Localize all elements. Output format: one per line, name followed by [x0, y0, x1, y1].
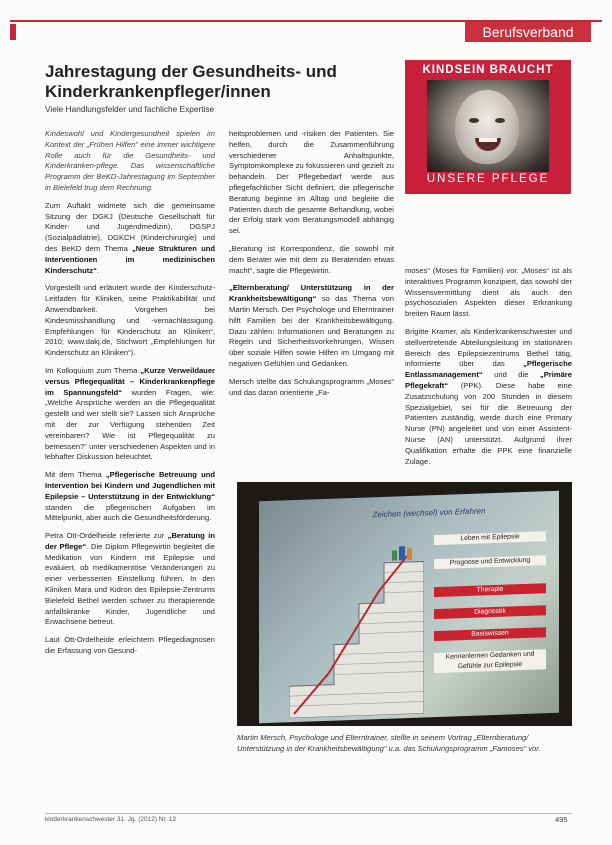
article-title: Jahrestagung der Gesundheits- und Kinderkrankenpfleger/innen: [45, 62, 337, 101]
child-face: [455, 90, 519, 164]
campaign-poster: [405, 60, 571, 194]
projected-slide: [259, 491, 559, 723]
paragraph: moses“ (Moses für Familien) vor. „Moses“ ist als interaktives Programm konzipiert, das sowohl der Wissensvermittlung dient als auch den psychosozialen Aspekten dieser Erkrankung breiten Raum lässt.: [405, 266, 572, 319]
paragraph: Mersch stellte das Schulungsprogramm „Moses“ und das daran orientierte „Fa-: [229, 376, 394, 397]
slide-box: Leben mit Epilepsie: [434, 531, 546, 545]
slide-title: Zeichen (wechsel) von Erfahren: [372, 506, 486, 520]
paragraph: Laut Ott-Ordelheide erleichtern Pflegediagnosen die Erfassung von Gesund-: [45, 635, 215, 656]
slide-box: Basiswissen: [434, 627, 546, 641]
staircase-illustration: [289, 541, 424, 718]
eye: [495, 118, 505, 123]
photo-caption: Martin Mersch, Psychologe und Elterntrainer, stellte in seinem Vortrag „Elternberatung/ Unterstützung in der Krankheitsbewältigung“ u.a. das Schulungsprogramm „Famoses“ vor.: [237, 733, 541, 753]
slide-box: Therapie: [434, 583, 546, 597]
header-marker: [10, 24, 16, 40]
journal-info: kinderkrankenschwester 31. Jg. (2012) Nr. 12: [45, 816, 177, 823]
section-label: Berufsverband: [465, 22, 591, 42]
presentation-photo: [237, 482, 572, 726]
text-column-2: [229, 129, 394, 398]
text-column-1: [45, 129, 215, 657]
footer-rule: [45, 813, 572, 814]
paragraph: „Beratung ist Korrespondenz, die sowohl mit dem Berater wie mit dem zu Beratenden etwas macht“, sagte die Pflegewirtin.: [229, 243, 394, 275]
paragraph: Mit dem Thema „Pflegerische Betreuung und Intervention bei Kindern und Jugendlichen mit Epilepsie – Unterstützung in der Entwicklung“ standen die pflegerischen Aufgaben im Mittelpunkt, aber auch die Gesundheitsförderung.: [45, 470, 215, 523]
page-number: 495: [555, 815, 568, 824]
text-column-3: [405, 266, 572, 467]
paragraph: heitsproblemen und -risiken der Patienten. Sie helfen, durch die Zusammenführung verschiedener Anhaltspunkte, Symptomkomplexe zu fokussieren und gezielt zu behandeln. Der Pflegebedarf werde aus pflegefachlicher Sicht definiert, die pflegerische Beratung beginne im Alltag und begleite die Patienten durch die gesamte Behandlung, wobei der Erfolg stark vom Beratungsmodell abhängig sei.: [229, 129, 394, 236]
article-subtitle: Viele Handlungsfelder und fachliche Expertise: [45, 104, 215, 114]
paragraph: Brigitte Kramer, als Kinderkrankenschwester und stellvertretende Abteilungsleitung im stationären Bereich des Epilepsiezentrums Bethel tätig, informierte über das „Pflegerische Entlassmanagement“ und die „Primäre Pflegekraft“ (PPK). Diese habe eine Zusatzschulung von 200 Stunden in diesem Spezialgebiet, sei für die Betreuung der Patienten zuständig, werde durch eine Primary Nurse (PN) angeleitet und von einer Assistent-Nurse (AN) unterstützt. Aufgrund ihrer Qualifikation erhalte die PPK eine finanzielle Zulage.: [405, 326, 572, 466]
paragraph: Zum Auftakt widmete sich die gemeinsame Sitzung der DGKJ (Deutsche Gesellschaft für Kinder- und Jugendmedizin), DGSPJ (Sozialpädiatrie), DGKCH (Kinderchirurgie) und des BeKD dem Thema „Neue Strukturen und Interventionen im medizinischen Kinderschutz“.: [45, 200, 215, 275]
poster-tagline: UNSERE PFLEGE: [426, 173, 550, 185]
mouth: [475, 138, 501, 151]
child-photo: [427, 80, 549, 172]
slide-box: Diagnostik: [434, 605, 546, 619]
paragraph: Petra Ott-Ordelheide referierte zur „Beratung in der Pflege“. Die Diplom Pflegewirtin begleitet die Medikation von Kindern mit Epilepsie und evaluiert, ob medikamentöse Veränderungen zu einer verbesserten Einstellung führen. In den Kliniken Mara und Kidron des Epilepsie-Zentrums Bielefeld Bethel werden schwer zu therapierende anfallskranke Kinder, Jugendliche und Erwachsene betreut.: [45, 531, 216, 627]
paragraph: „Elternberatung/ Unterstützung in der Krankheitsbewältigung“ so das Thema von Martin Mersch. Der Psychologe und Elterntrainer hilft Familien bei der Krankheitsbewältigung. Dazu zählen: Informationen und Beratungen zu Regeln und Sicherheitsvorkehrungen, Wissen über soziale Hilfen sowie Hilfen im Umgang mit negativen Gefühlen und Gedanken.: [229, 283, 394, 368]
lead-paragraph: Kindeswohl und Kindergesundheit spielen im Kontext der „Frühen Hilfen“ eine immer wichtigere Rolle auch für die Gesundheits- und Kinderkranken-pflege. Das wissenschaftliche Programm der BeKD-Jahrestagung im September in Bielefeld trug dem Rechnung.: [45, 129, 215, 192]
eye: [469, 118, 479, 123]
paragraph: Vorgestellt und erläutert wurde der Kinderschutz-Leitfaden für Kliniken, seine Praktikabilität und Anwendbarkeit. Vorgehen bei Kindesmisshandlung und -vernachlässigung. Empfehlungen für Kinderschutz an Kliniken“, 2010; www.dakj.de, Stichwort „Empfehlungen für Kinderschutz an Kliniken“).: [45, 283, 215, 358]
poster-headline: KINDSEIN BRAUCHT: [422, 64, 554, 76]
slide-box: Prognose und Entwicklung: [434, 555, 546, 569]
slide-box: Kennenlernen Gedanken und Gefühle zur Epilepsie: [434, 649, 546, 673]
paragraph: Im Kolloquium zum Thema „Kurze Verweildauer versus Pflegequalität – Kinderkrankenpflege im Spannungsfeld“ wurden Fragen, wie: „Welche Ansprüche werden an die Pflegequalität gestellt und wer stellt sie? Lassen sich Ansprüche mit der zur Verfügung stehenden Zeit vereinbaren? Wie ist Pflegequalität zu bemessen?“ unter verschiedenen Aspekten und in lebhafter Diskussion beleuchtet.: [45, 365, 216, 462]
